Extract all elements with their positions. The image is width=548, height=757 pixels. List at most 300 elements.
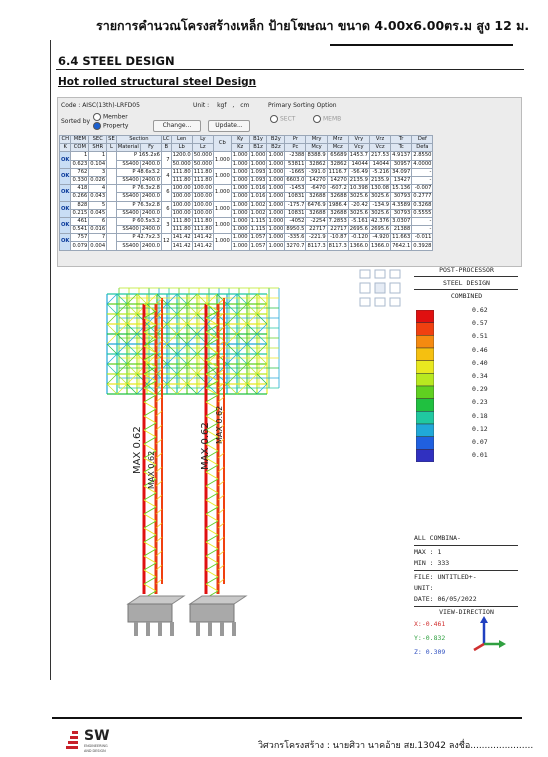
frame-member bbox=[206, 563, 218, 570]
table-cell: 1.000 bbox=[268, 177, 284, 184]
col-def: Def bbox=[412, 136, 433, 144]
table-cell: 1.000 bbox=[213, 234, 231, 250]
table-cell: 100.00 bbox=[193, 209, 212, 216]
frame-member bbox=[117, 304, 127, 314]
frame-member bbox=[167, 294, 177, 304]
frame-member bbox=[227, 324, 237, 334]
table-cell: -134.9 bbox=[369, 201, 390, 209]
check-status: OK bbox=[60, 234, 71, 250]
table-cell: 32688 bbox=[306, 209, 327, 217]
table-cell: 1.000 bbox=[268, 185, 284, 192]
table-row bbox=[60, 226, 433, 234]
frame-member bbox=[144, 395, 156, 402]
frame-member bbox=[206, 577, 218, 584]
frame-member bbox=[127, 334, 137, 344]
table-cell: 100.00 bbox=[193, 193, 212, 200]
table-row bbox=[60, 152, 433, 160]
table-cell: P 76.3x2.8 bbox=[116, 185, 161, 193]
col-lc: LC bbox=[163, 136, 170, 143]
company-logo bbox=[64, 724, 134, 756]
table-cell: 100.00 bbox=[193, 201, 212, 208]
frame-member bbox=[117, 324, 127, 334]
pile bbox=[146, 622, 150, 636]
frame-member bbox=[197, 294, 207, 304]
table-cell: 3 bbox=[89, 168, 107, 176]
frame-member bbox=[107, 314, 117, 324]
update-button[interactable]: Update... bbox=[208, 120, 250, 132]
table-cell: -10.87 bbox=[327, 234, 348, 242]
table-cell: 1.000 bbox=[232, 177, 248, 184]
frame-member bbox=[247, 304, 257, 314]
frame-member bbox=[217, 294, 227, 304]
frame-member bbox=[117, 354, 127, 364]
frame-member bbox=[237, 384, 247, 394]
table-cell: 1.093 bbox=[250, 177, 266, 184]
table-cell: 1.000 bbox=[268, 226, 284, 233]
radio-selected-icon bbox=[93, 122, 101, 130]
unit-label: UNIT: bbox=[414, 584, 434, 592]
table-cell: 13427 bbox=[391, 176, 412, 184]
col-vcz: Vcz bbox=[369, 144, 390, 152]
scale-tick-label: 0.62 bbox=[472, 306, 488, 314]
pile bbox=[158, 622, 162, 636]
table-cell: -221.9 bbox=[306, 234, 327, 242]
table-cell: 4 bbox=[161, 168, 171, 184]
frame-member bbox=[144, 507, 156, 514]
table-cell: 2.8550 bbox=[413, 152, 432, 159]
footing-side bbox=[190, 604, 234, 622]
table-cell: 762 bbox=[71, 168, 89, 176]
section-heading: 6.4 STEEL DESIGN bbox=[58, 54, 175, 68]
col-section: Section bbox=[116, 136, 161, 144]
concrete-footings bbox=[128, 596, 246, 636]
table-cell: 0.3928 bbox=[413, 242, 432, 249]
table-cell: -2388 bbox=[285, 152, 306, 160]
table-cell: 0.004 bbox=[90, 242, 106, 249]
table-row bbox=[60, 234, 433, 242]
frame-member bbox=[144, 402, 156, 409]
frame-member bbox=[177, 344, 187, 354]
table-cell: 1.000 bbox=[232, 226, 248, 233]
scale-swatch bbox=[416, 424, 434, 437]
table-cell: 100.00 bbox=[172, 193, 191, 200]
table-cell: 21388 bbox=[391, 226, 412, 234]
col-b1z: B1z bbox=[249, 144, 267, 152]
sort-sect-option[interactable]: SECT bbox=[270, 115, 295, 123]
table-cell: 10831 bbox=[285, 193, 306, 201]
frame-member bbox=[227, 334, 237, 344]
frame-member bbox=[227, 294, 237, 304]
table-cell: 0.026 bbox=[90, 177, 106, 184]
frame-member bbox=[206, 493, 218, 500]
table-cell: 1 bbox=[89, 152, 107, 160]
frame-member bbox=[206, 486, 218, 493]
pile bbox=[196, 622, 200, 636]
table-cell: 14044 bbox=[369, 160, 390, 168]
frame-member bbox=[257, 314, 267, 324]
table-cell: 22717 bbox=[306, 226, 327, 234]
table-cell: 2400.0 bbox=[141, 160, 160, 167]
logo-text: SW bbox=[84, 728, 110, 744]
frame-member bbox=[187, 384, 197, 394]
frame-member bbox=[127, 304, 137, 314]
table-cell: 1453.7 bbox=[349, 152, 368, 159]
radio-icon bbox=[313, 115, 321, 123]
table-cell: SS400 bbox=[116, 209, 140, 217]
frame-member bbox=[187, 294, 197, 304]
scale-tick-label: 0.40 bbox=[472, 358, 488, 367]
table-row bbox=[60, 160, 433, 168]
table-row bbox=[60, 201, 433, 209]
frame-member bbox=[144, 577, 156, 584]
frame-member bbox=[144, 423, 156, 430]
col-b: B bbox=[161, 144, 171, 152]
table-row bbox=[60, 185, 433, 193]
table-cell: 0.330 bbox=[72, 177, 88, 184]
table-cell: 14044 bbox=[348, 160, 369, 168]
table-cell: 1116.7 bbox=[328, 168, 347, 175]
table-cell: 42.376 bbox=[370, 217, 390, 224]
frame-member bbox=[144, 549, 156, 556]
table-cell: -391.0 bbox=[306, 168, 327, 176]
structure-3d-model[interactable] bbox=[82, 284, 406, 670]
legend-rule bbox=[414, 545, 518, 546]
table-cell: 0.3268 bbox=[413, 201, 432, 208]
table-cell: 2135.9 bbox=[349, 177, 368, 184]
check-status: OK bbox=[60, 185, 71, 201]
frame-member bbox=[237, 324, 247, 334]
frame-member bbox=[237, 344, 247, 354]
table-cell: 1.000 bbox=[232, 242, 248, 249]
table-cell bbox=[107, 201, 117, 217]
table-header-row bbox=[60, 136, 433, 144]
frame-member bbox=[257, 384, 267, 394]
table-cell: 1.000 bbox=[250, 152, 266, 159]
table-cell: 1.000 bbox=[213, 185, 231, 201]
change-button[interactable]: Change... bbox=[153, 120, 201, 132]
table-cell: 7.2853 bbox=[328, 217, 347, 224]
table-cell: 111.80 bbox=[193, 226, 212, 233]
table-cell: 5 bbox=[89, 201, 107, 209]
frame-member bbox=[187, 304, 197, 314]
col-len: Len bbox=[171, 136, 192, 144]
frame-member bbox=[144, 584, 156, 591]
table-cell: 141.42 bbox=[172, 242, 191, 249]
frame-member bbox=[167, 364, 177, 374]
frame-member bbox=[144, 493, 156, 500]
table-cell: - bbox=[412, 226, 433, 234]
scale-swatch bbox=[416, 361, 434, 374]
col-sec: SEC bbox=[89, 136, 107, 144]
steel-design-panel bbox=[57, 97, 522, 267]
logo-sub1: ENGINEERING bbox=[84, 744, 108, 748]
frame-member bbox=[247, 294, 257, 304]
table-cell: SS400 bbox=[116, 160, 140, 168]
table-cell: 1.000 bbox=[268, 242, 284, 249]
table-cell: 1.000 bbox=[232, 201, 248, 208]
frame-member bbox=[127, 294, 137, 304]
table-cell: SS400 bbox=[116, 242, 140, 250]
scale-swatch bbox=[416, 335, 434, 348]
frame-member bbox=[247, 364, 257, 374]
table-cell: 2135.9 bbox=[370, 177, 390, 184]
frame-member bbox=[237, 374, 247, 384]
billboard-frame bbox=[107, 288, 279, 394]
table-cell: 1.093 bbox=[250, 168, 266, 175]
table-cell: 1366.0 bbox=[349, 242, 368, 249]
table-cell: -0.007 bbox=[412, 185, 433, 193]
table-cell: 32688 bbox=[327, 209, 348, 217]
subsection-heading: Hot rolled structural steel Design bbox=[58, 76, 257, 88]
color-scale-bar bbox=[416, 310, 434, 462]
table-cell: 1.000 bbox=[213, 168, 231, 184]
table-cell: 53811 bbox=[285, 160, 306, 168]
table-cell: 6 bbox=[89, 217, 107, 225]
scale-tick-label: 0.18 bbox=[472, 411, 488, 420]
table-cell: 0.5555 bbox=[413, 209, 432, 216]
table-cell: 1986.4 bbox=[328, 201, 347, 208]
table-cell: 11.663 bbox=[392, 234, 411, 241]
max-label-right-secondary: MAX 0.62 bbox=[215, 405, 224, 444]
panel-toolbar bbox=[58, 98, 521, 134]
frame-member bbox=[247, 334, 257, 344]
scale-tick-label: 0.46 bbox=[472, 345, 488, 354]
sort-member-option[interactable]: Member bbox=[93, 113, 128, 121]
table-cell: -0.120 bbox=[348, 234, 369, 242]
col-tc: Tc bbox=[391, 144, 412, 152]
table-body bbox=[60, 152, 433, 250]
table-row bbox=[60, 193, 433, 201]
table-cell: 141.42 bbox=[172, 234, 191, 241]
table-cell: 1.000 bbox=[232, 234, 248, 241]
table-cell: 30793 bbox=[391, 209, 412, 217]
table-cell: 1.000 bbox=[232, 152, 248, 159]
col-mrz: Mrz bbox=[327, 136, 348, 144]
frame-member bbox=[206, 584, 218, 591]
frame-member bbox=[187, 344, 197, 354]
table-cell: -0.011 bbox=[412, 234, 433, 242]
table-cell: 2695.6 bbox=[349, 226, 368, 233]
frame-member bbox=[144, 500, 156, 507]
footing-side bbox=[128, 604, 172, 622]
table-cell: 7642.1 bbox=[392, 242, 411, 249]
table-cell: 0.623 bbox=[72, 160, 88, 167]
sort-property-option[interactable]: Property bbox=[93, 122, 128, 130]
col-vrz: Vrz bbox=[369, 136, 390, 144]
table-cell: 2400.0 bbox=[141, 209, 160, 216]
table-cell: 0.2777 bbox=[413, 193, 432, 200]
table-cell: 0.215 bbox=[72, 209, 88, 216]
frame-member bbox=[206, 472, 218, 479]
table-cell: 1.000 bbox=[232, 168, 248, 175]
table-cell: 111.80 bbox=[172, 226, 191, 233]
frame-member bbox=[237, 304, 247, 314]
section-divider bbox=[56, 69, 524, 70]
table-cell: 217.53 bbox=[370, 152, 390, 159]
table-cell: 6 bbox=[161, 185, 171, 201]
frame-member bbox=[144, 542, 156, 549]
frame-member bbox=[206, 528, 218, 535]
scale-swatch bbox=[416, 437, 434, 450]
table-cell: 0.104 bbox=[90, 160, 106, 167]
col-b2z: B2z bbox=[267, 144, 285, 152]
logo-sub2: AND DESIGN bbox=[84, 749, 106, 753]
frame-member bbox=[257, 344, 267, 354]
post-processor-legend bbox=[408, 262, 523, 672]
frame-member bbox=[206, 556, 218, 563]
footing-top bbox=[190, 596, 246, 604]
post-title: POST-PROCESSOR bbox=[439, 266, 494, 274]
table-cell: 8117.3 bbox=[307, 242, 326, 249]
table-cell: 3025.6 bbox=[370, 193, 390, 200]
table-cell: 130.08 bbox=[370, 185, 390, 192]
scale-swatch bbox=[416, 399, 434, 412]
col-mcy: Mcy bbox=[306, 144, 327, 152]
table-cell: 111.80 bbox=[172, 177, 191, 184]
frame-member bbox=[257, 304, 267, 314]
check-status: OK bbox=[60, 217, 71, 233]
scale-swatch bbox=[416, 411, 434, 424]
table-cell: 1.000 bbox=[232, 209, 248, 216]
table-cell: 10.398 bbox=[349, 185, 368, 192]
pile bbox=[220, 622, 224, 636]
frame-member bbox=[144, 409, 156, 416]
scale-tick-label: 0.12 bbox=[472, 424, 488, 433]
col-ly: Ly bbox=[192, 136, 213, 144]
table-cell: -1453 bbox=[285, 185, 306, 193]
table-cell: -4052 bbox=[285, 217, 306, 225]
table-cell: 111.80 bbox=[193, 168, 212, 175]
table-cell: 7 bbox=[161, 152, 171, 168]
col-mem: MEM bbox=[71, 136, 89, 144]
table-cell: 65689 bbox=[327, 152, 348, 160]
table-cell: 4.3589 bbox=[392, 201, 411, 208]
table-cell: 141.42 bbox=[193, 234, 212, 241]
frame-member bbox=[117, 294, 127, 304]
col-b2y: B2y bbox=[267, 136, 285, 144]
frame-member bbox=[167, 304, 177, 314]
table-cell: 418 bbox=[71, 185, 89, 193]
frame-member bbox=[247, 384, 257, 394]
scale-swatch bbox=[416, 373, 434, 386]
max-label-left-secondary: MAX 0.62 bbox=[147, 450, 156, 489]
view-z: Z: 0.309 bbox=[414, 648, 446, 656]
left-margin-rule bbox=[50, 40, 51, 680]
table-cell: P 42.7x2.3 bbox=[116, 234, 161, 242]
table-cell: 1.000 bbox=[268, 234, 284, 241]
frame-member bbox=[206, 304, 218, 311]
table-cell: 1.000 bbox=[268, 152, 284, 159]
frame-member bbox=[167, 324, 177, 334]
frame-member bbox=[167, 374, 177, 384]
table-cell: 3270.7 bbox=[286, 242, 305, 249]
col-b1y: B1y bbox=[249, 136, 267, 144]
table-cell: -6470 bbox=[306, 185, 327, 193]
table-cell: 6603.0 bbox=[286, 177, 305, 184]
table-row bbox=[60, 209, 433, 217]
table-cell: -4.920 bbox=[369, 234, 390, 242]
max-value: MAX : 1 bbox=[414, 548, 442, 556]
table-cell: 1.002 bbox=[250, 209, 266, 216]
frame-member bbox=[227, 374, 237, 384]
scale-swatch bbox=[416, 310, 434, 323]
table-cell: 32688 bbox=[327, 193, 348, 201]
frame-member bbox=[117, 344, 127, 354]
table-cell: -175.7 bbox=[285, 201, 306, 209]
frame-member bbox=[144, 570, 156, 577]
frame-member bbox=[177, 294, 187, 304]
table-cell: 30957 bbox=[391, 160, 412, 168]
sort-memb-option[interactable]: MEMB bbox=[313, 115, 341, 123]
frame-member bbox=[206, 570, 218, 577]
table-cell: 1.000 bbox=[232, 160, 248, 167]
scale-tick-label: 0.01 bbox=[472, 451, 488, 460]
sorted-by-label: Sorted by bbox=[61, 118, 91, 125]
table-cell: 828 bbox=[71, 201, 89, 209]
table-cell: 3025.6 bbox=[349, 193, 368, 200]
min-value: MIN : 333 bbox=[414, 559, 450, 567]
table-cell: 22717 bbox=[327, 226, 348, 234]
frame-member bbox=[206, 325, 218, 332]
table-cell: 4 bbox=[89, 185, 107, 193]
frame-member bbox=[144, 535, 156, 542]
frame-member bbox=[127, 354, 137, 364]
frame-member bbox=[107, 354, 117, 364]
frame-member bbox=[237, 314, 247, 324]
col-pc: Pc bbox=[285, 144, 306, 152]
scale-tick-label: 0.07 bbox=[472, 438, 488, 446]
view-cube-icon[interactable] bbox=[358, 268, 402, 310]
frame-member bbox=[206, 535, 218, 542]
table-cell: 6476.9 bbox=[307, 201, 326, 208]
frame-member bbox=[167, 334, 177, 344]
table-row bbox=[60, 168, 433, 176]
frame-member bbox=[187, 334, 197, 344]
frame-member bbox=[137, 294, 147, 304]
table-cell: 0.016 bbox=[90, 226, 106, 233]
legend-rule bbox=[414, 289, 518, 290]
table-cell: 32862 bbox=[306, 160, 327, 168]
col-cb: Cb bbox=[213, 136, 231, 152]
table-cell: 0.043 bbox=[90, 193, 106, 200]
frame-member bbox=[144, 444, 156, 451]
table-cell: 32862 bbox=[327, 160, 348, 168]
table-cell: 50.000 bbox=[193, 160, 212, 167]
radio-icon bbox=[93, 113, 101, 121]
scale-tick-label: 0.57 bbox=[472, 319, 488, 328]
frame-member bbox=[177, 304, 187, 314]
table-cell: 111.80 bbox=[193, 177, 212, 184]
table-cell: 10831 bbox=[285, 209, 306, 217]
table-cell: 1.000 bbox=[250, 160, 266, 167]
frame-member bbox=[117, 384, 127, 394]
scale-tick-label: 0.51 bbox=[472, 332, 488, 341]
table-header-row bbox=[60, 144, 433, 152]
frame-member bbox=[257, 324, 267, 334]
table-row bbox=[60, 217, 433, 225]
frame-member bbox=[107, 344, 117, 354]
table-cell: 1.057 bbox=[250, 242, 266, 249]
frame-member bbox=[177, 354, 187, 364]
frame-member bbox=[127, 384, 137, 394]
frame-member bbox=[144, 437, 156, 444]
table-cell: 3025.6 bbox=[349, 209, 368, 216]
table-cell: -5.161 bbox=[348, 217, 369, 225]
table-cell: 2400.0 bbox=[141, 226, 160, 233]
table-cell: 32688 bbox=[306, 193, 327, 201]
table-cell: SS400 bbox=[116, 176, 140, 184]
post-subtitle: STEEL DESIGN bbox=[443, 279, 490, 287]
